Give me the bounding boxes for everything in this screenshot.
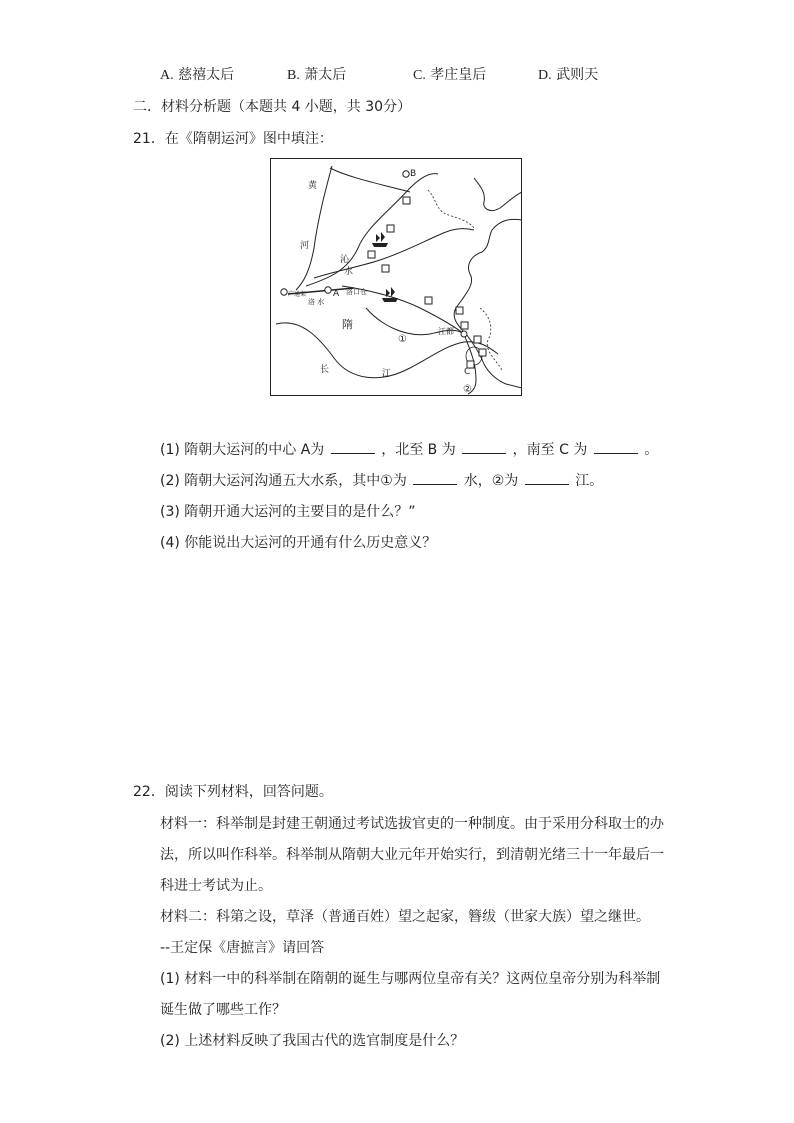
q22-source: --王定保《唐摭言》请回答 bbox=[160, 940, 325, 956]
option-c bbox=[413, 64, 486, 84]
map-label-jiangdu: 江都 bbox=[438, 327, 454, 336]
q21-stem: 21．在《隋朝运河》图中填注： bbox=[133, 131, 333, 147]
map-label-jiang: 江 bbox=[382, 369, 392, 379]
map-label-qin: 沁 bbox=[340, 255, 350, 265]
map-label-luokoucang: 洛口仓 bbox=[346, 288, 367, 296]
section-title: 二．材料分析题（本题共 4 小题，共 30分） bbox=[133, 99, 412, 115]
answer-blank-b[interactable] bbox=[462, 441, 506, 454]
q21-subq1 bbox=[160, 440, 658, 460]
q21-subq1-text-d: 。 bbox=[644, 442, 659, 458]
q22-subq1-line1: (1) 材料一中的科举制在隋朝的诞生与哪两位皇帝有关？这两位皇帝分别为科举制 bbox=[160, 971, 661, 987]
q21-subq2-text-c: 江。 bbox=[575, 473, 604, 489]
q22-material1-line1: 材料一：科举制是封建王朝通过考试选拔官吏的一种制度。由于采用分科取士的办 bbox=[160, 816, 664, 832]
q21-subq2-text-a: (2) 隋朝大运河沟通五大水系，其中①为 bbox=[160, 473, 407, 489]
map-label-circle-1: ① bbox=[398, 334, 407, 345]
option-b-key: B. bbox=[287, 68, 300, 83]
option-c-text: 孝庄皇后 bbox=[430, 67, 487, 83]
map-label-a: A bbox=[333, 289, 340, 299]
map-label-he: 河 bbox=[300, 241, 310, 251]
option-a-key: A. bbox=[160, 68, 174, 83]
map-label-c: C bbox=[464, 367, 471, 377]
q22-material1-line2: 法，所以叫作科举。科举制从隋朝大业元年开始实行，到清朝光绪三十一年最后一 bbox=[160, 847, 664, 863]
map-label-circle-2: ② bbox=[463, 384, 472, 395]
option-d-text: 武则天 bbox=[556, 67, 599, 83]
map-label-chang: 长 bbox=[320, 365, 330, 375]
q21-subq1-text-a: (1) 隋朝大运河的中心 A为 bbox=[160, 442, 325, 458]
option-c-key: C. bbox=[413, 68, 426, 83]
q22-subq2: (2) 上述材料反映了我国古代的选官制度是什么？ bbox=[160, 1033, 465, 1049]
ship-icon bbox=[372, 232, 388, 247]
q21-subq3: (3) 隋朝开通大运河的主要目的是什么？” bbox=[160, 504, 416, 520]
q22-subq1-line2: 诞生做了哪些工作？ bbox=[160, 1002, 286, 1018]
q21-subq2-text-b: 水，②为 bbox=[463, 473, 519, 489]
map-label-sui: 隋 bbox=[342, 318, 353, 331]
map-label-guangtong: 广通渠 bbox=[288, 291, 307, 298]
map-label-shui: 水 bbox=[344, 267, 354, 277]
q21-subq1-text-b: ，北至 B 为 bbox=[381, 442, 456, 458]
option-d-key: D. bbox=[538, 68, 552, 83]
q21-subq1-text-c: ，南至 C 为 bbox=[512, 442, 588, 458]
q21-subq4: (4) 你能说出大运河的开通有什么历史意义？ bbox=[160, 535, 437, 551]
q22-material1-line3: 科进士考试为止。 bbox=[160, 878, 272, 894]
option-a bbox=[160, 64, 234, 84]
map-label-huang: 黄 bbox=[308, 181, 318, 191]
option-a-text: 慈禧太后 bbox=[178, 67, 235, 83]
map-label-b: B bbox=[410, 169, 417, 179]
q21-subq2 bbox=[160, 471, 603, 491]
answer-blank-c[interactable] bbox=[594, 441, 638, 454]
map-label-luoshui: 洛 水 bbox=[308, 298, 325, 306]
option-b-text: 萧太后 bbox=[304, 67, 347, 83]
answer-blank-1[interactable] bbox=[413, 472, 457, 485]
option-d bbox=[538, 64, 598, 84]
option-b bbox=[287, 64, 346, 84]
q22-stem: 22．阅读下列材料，回答问题。 bbox=[133, 784, 333, 800]
q22-material2: 材料二：科第之设，草泽（普通百姓）望之起家，簪绂（世家大族）望之继世。 bbox=[160, 909, 650, 925]
answer-blank-a[interactable] bbox=[331, 441, 375, 454]
sui-canal-map bbox=[270, 158, 522, 396]
answer-blank-2[interactable] bbox=[525, 472, 569, 485]
